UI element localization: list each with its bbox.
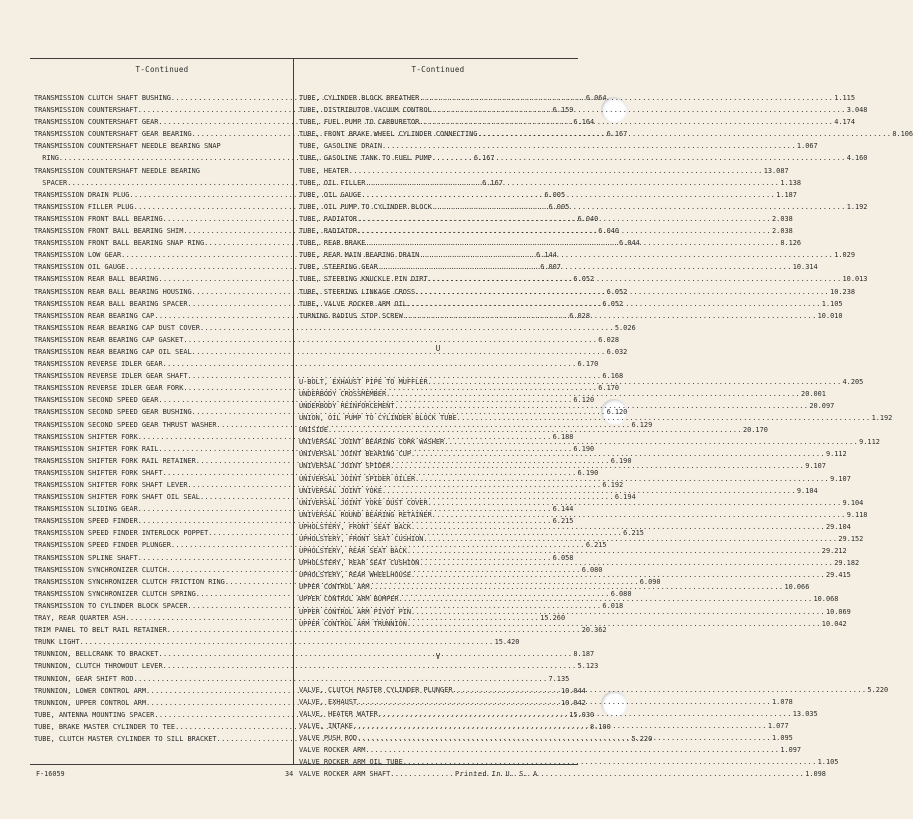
entry-name: TRANSMISSION SPEED FINDER PLUNGER	[34, 541, 171, 550]
entry-page-ref: 8.187	[573, 650, 595, 659]
leader-dots	[477, 128, 891, 140]
entry-name: UNIVERSAL JOINT YOKE DUST COVER	[299, 498, 428, 507]
entry-page-ref: 10.314	[792, 263, 818, 272]
leader-dots	[432, 152, 846, 164]
entry-page-ref: 6.167	[482, 178, 503, 187]
entry-page-ref: 15.420	[494, 638, 520, 647]
entry-name: TUBE, REAR BRAKE	[299, 239, 366, 248]
entry-page-ref: 1.098	[805, 770, 826, 779]
entry-name: TRANSMISSION OIL GAUGE	[34, 263, 126, 272]
entry-name: TRANSMISSION FRONT BALL BEARING SHIM	[34, 227, 184, 236]
entry-page-ref: 6.018	[602, 601, 624, 610]
entry-name: UPHOLSTERY, FRONT SEAT CUSHION	[299, 535, 424, 543]
entry-name: TRANSMISSION CLUTCH SHAFT BUSHING	[34, 94, 171, 102]
entry-name: TUBE, FRONT BRAKE WHEEL CYLINDER CONNECTING	[299, 130, 478, 139]
entry-page-ref: 6.192	[602, 481, 624, 489]
entry-name: TUBE, REAR MAIN BEARING DRAIN	[299, 251, 420, 260]
index-entry	[299, 165, 789, 177]
entry-page-ref: 1.187	[776, 190, 797, 199]
entry-page-ref: 6.040	[577, 214, 599, 223]
entry-page-ref: 6.215	[585, 541, 607, 550]
entry-page-ref: 6.170	[598, 384, 620, 393]
entry-name: UPPER CONTROL ARM TRUNNION	[299, 619, 407, 628]
entry-name: TUBE, CLUTCH MASTER CYLINDER TO SILL BRACKET	[34, 734, 217, 743]
entry-page-ref: 29.104	[825, 522, 851, 531]
leader-dots	[419, 116, 833, 128]
entry-page-ref: 6.052	[606, 287, 628, 296]
entry-page-ref: 6.007	[540, 263, 561, 272]
entry-page-ref: 6.090	[639, 577, 661, 586]
entry-name: TUBE, HEATER	[299, 166, 349, 175]
entry-name: TRANSMISSION SYNCHRONIZER CLUTCH	[34, 565, 167, 574]
entry-name: TRANSMISSION REAR BALL BEARING	[34, 275, 159, 284]
index-entry	[34, 406, 628, 418]
index-entry	[299, 140, 818, 152]
leader-dots	[411, 521, 825, 533]
entry-page-ref: 8.100	[589, 722, 611, 731]
entry-name: UNIVERSAL JOINT YOKE	[299, 486, 382, 495]
entry-page-ref: 1.029	[834, 251, 855, 260]
entry-name: TRIM PANEL TO BELT RAIL RETAINER	[34, 626, 167, 635]
entry-name: TRANSMISSION SECOND SPEED GEAR BUSHING	[34, 408, 192, 417]
leader-dots	[378, 708, 792, 720]
entry-name: UNDERBODY REINFORCEMENT	[299, 401, 395, 410]
leader-dots	[432, 201, 846, 213]
entry-name: TUBE, OIL PUMP TO CYLINDER BLOCK	[299, 202, 432, 211]
leader-dots	[399, 593, 813, 605]
entry-name: UNION, OIL PUMP TO CYLINDER BLOCK TUBE	[299, 414, 457, 423]
index-entry	[34, 624, 607, 636]
index-entry	[299, 509, 868, 521]
entry-name: UNISIDE	[299, 426, 329, 435]
leader-dots	[415, 473, 829, 485]
index-entry	[34, 358, 599, 370]
leader-dots	[328, 424, 742, 436]
column-heading: T-Continued	[135, 65, 189, 74]
entry-page-ref: 1.115	[834, 94, 855, 102]
entry-page-ref: 7.135	[548, 674, 570, 683]
leader-dots	[357, 732, 771, 744]
entry-name: VALVE, CLUTCH MASTER CYLINDER PLUNGER	[299, 685, 453, 694]
entry-page-ref: 1.078	[772, 697, 793, 706]
index-entry	[34, 648, 595, 660]
index-entry	[299, 201, 868, 213]
leader-dots	[353, 720, 767, 732]
entry-page-ref: 6.215	[552, 517, 574, 526]
entry-name: UPPER CONTROL ARM	[299, 583, 370, 592]
entry-name: TRANSMISSION TO CYLINDER BLOCK SPACER	[34, 601, 188, 610]
entry-page-ref: 13.087	[763, 166, 789, 175]
entry-page-ref: 6.080	[610, 589, 632, 598]
entry-page-ref: 6.159	[552, 106, 574, 115]
entry-page-ref: 6.120	[606, 408, 628, 417]
section-letter-u: U	[435, 343, 441, 353]
entry-name: UNDERBODY CROSSMEMBER	[299, 389, 387, 398]
entry-name: TRUNNION, GEAR SHIFT ROD	[34, 674, 134, 683]
entry-name: TRUNNION, BELLCRANK TO BRACKET	[34, 650, 159, 659]
index-entry	[299, 104, 868, 116]
entry-name: TUBE, RADIATOR	[299, 214, 358, 223]
entry-name: TUBE, ANTENNA MOUNTING SPACER	[34, 710, 155, 719]
entry-name: TRANSMISSION SHIFTER FORK	[34, 432, 138, 441]
leader-dots	[423, 533, 837, 545]
index-entry	[299, 189, 797, 201]
leader-dots	[419, 249, 833, 261]
entry-page-ref: 2.038	[772, 227, 793, 236]
entry-page-ref: 10.010	[817, 311, 843, 320]
entry-name: TRANSMISSION REAR BEARING CAP DUST COVER	[34, 323, 200, 332]
entry-page-ref: 6.144	[536, 251, 557, 260]
entry-name: TRANSMISSION SHIFTER FORK SHAFT LEVER	[34, 481, 188, 489]
index-entry	[34, 334, 620, 346]
entry-name: TRANSMISSION SECOND SPEED GEAR	[34, 396, 159, 405]
index-entry	[299, 696, 793, 708]
entry-page-ref: 6.120	[573, 396, 595, 405]
entry-name: TRANSMISSION FILLER PLUG	[34, 202, 134, 211]
leader-dots	[390, 460, 804, 472]
index-entry	[299, 152, 868, 164]
entry-page-ref: 20.001	[801, 389, 826, 398]
entry-page-ref: 6.190	[573, 444, 595, 453]
leader-dots	[411, 448, 825, 460]
leader-dots	[432, 104, 846, 116]
entry-name: TRANSMISSION SYNCHRONIZER CLUTCH FRICTION RING	[34, 577, 225, 586]
entry-name: TRANSMISSION SPLINE SHAFT	[34, 553, 138, 562]
entry-page-ref: 6.167	[606, 130, 628, 139]
leader-dots	[357, 225, 771, 237]
leader-dots	[357, 696, 771, 708]
entry-page-ref: 6.058	[552, 553, 574, 562]
entry-page-ref: 9.118	[846, 510, 868, 519]
leader-dots	[419, 557, 833, 569]
entry-name: UPHOLSTERY, REAR WHEELHOUSE	[299, 571, 412, 580]
leader-dots	[432, 509, 846, 521]
entry-name: TRANSMISSION SECOND SPEED GEAR THRUST WASHER	[34, 420, 217, 429]
entry-name: TRANSMISSION DRAIN PLUG	[34, 190, 130, 199]
entry-name: TRANSMISSION SPEED FINDER INTERLOCK POPPET	[34, 529, 209, 538]
entry-page-ref: 29.415	[825, 571, 851, 580]
leader-dots	[444, 436, 858, 448]
leader-dots	[428, 273, 842, 285]
leader-dots	[357, 213, 771, 225]
entry-name: VALVE ROCKER ARM SHAFT	[299, 770, 391, 779]
entry-page-ref: 1.105	[817, 758, 839, 767]
entry-page-ref: 1.105	[821, 299, 843, 308]
entry-name: TURNING RADIUS STOP SCREW	[299, 311, 403, 320]
entry-page-ref: 29.212	[821, 547, 847, 556]
entry-page-ref: 4.174	[834, 118, 855, 127]
entry-name: TUBE, OIL FILLER	[299, 178, 366, 187]
entry-page-ref: 6.005	[548, 202, 570, 211]
entry-name: TUBE, VALVE ROCKER ARM OIL	[299, 299, 407, 308]
leader-dots	[365, 237, 779, 249]
entry-page-ref: 9.107	[830, 474, 851, 483]
entry-page-ref: 6.052	[602, 299, 624, 308]
entry-name: TRANSMISSION SYNCHRONIZER CLUTCH SPRING	[34, 589, 196, 598]
index-entry	[34, 140, 290, 152]
entry-page-ref: 6.190	[577, 468, 599, 477]
entry-name: UPPER CONTROL ARM BUMPER	[299, 595, 399, 604]
entry-page-ref: 6.040	[598, 227, 620, 236]
leader-dots	[407, 298, 821, 310]
entry-name: UNIVERSAL JOINT BEARING CORK WASHER	[299, 438, 445, 447]
leader-dots	[394, 400, 808, 412]
entry-name: TRANSMISSION SLIDING GEAR	[34, 505, 138, 514]
leader-dots	[419, 92, 833, 104]
entry-page-ref: 1.192	[846, 202, 868, 211]
index-entry	[299, 557, 860, 569]
entry-page-ref: 6.064	[585, 94, 607, 102]
entry-page-ref: 5.026	[614, 323, 636, 332]
index-entry	[299, 249, 855, 261]
entry-name: TRANSMISSION COUNTERSHAFT GEAR BEARING	[34, 130, 192, 139]
entry-name: VALVE PUSH ROD	[299, 734, 358, 743]
entry-name: UNIVERSAL JOINT SPIDER	[299, 462, 391, 471]
index-entry	[299, 261, 818, 273]
entry-name: TUBE, RADIATOR	[299, 227, 358, 236]
entry-name: TUBE, FUEL PUMP TO CARBURETOR	[299, 118, 420, 127]
entry-page-ref: 20.362	[581, 626, 607, 635]
entry-name: TRANSMISSION SHIFTER FORK SHAFT OIL SEAL	[34, 493, 200, 502]
entry-name: TRANSMISSION REAR BEARING CAP	[34, 311, 155, 320]
entry-page-ref: 6.215	[623, 529, 644, 538]
entry-page-ref: 6.144	[552, 505, 574, 514]
entry-page-ref: 9.104	[842, 498, 864, 507]
leader-dots	[361, 189, 775, 201]
entry-page-ref: 6.167	[473, 154, 495, 163]
entry-name: TRANSMISSION REAR BEARING CAP GASKET	[34, 335, 184, 344]
entry-name: TUBE, BRAKE MASTER CYLINDER TO TEE	[34, 722, 176, 731]
entry-page-ref: 6.032	[606, 347, 628, 356]
entry-name: TUBE, DISTRIBUTOR VACUUM CONTROL	[299, 106, 432, 115]
leader-dots	[457, 412, 871, 424]
leader-dots	[378, 261, 792, 273]
entry-name: VALVE ROCKER ARM OIL TUBE	[299, 758, 403, 767]
entry-page-ref: 10.238	[830, 287, 855, 296]
entry-name: TRANSMISSION SHIFTER FORK RAIL	[34, 444, 159, 453]
entry-name: UNIVERSAL ROUND BEARING RETAINER	[299, 510, 432, 519]
entry-page-ref: 9.107	[805, 462, 826, 471]
entry-page-ref: 10.042	[821, 619, 847, 628]
leader-dots	[382, 140, 796, 152]
form-number: F-16059	[36, 770, 65, 778]
index-entry	[299, 684, 889, 696]
entry-page-ref: 5.220	[631, 734, 653, 743]
entry-name: UNIVERSAL JOINT SPIDER OILER	[299, 474, 416, 483]
entry-name: TUBE, GASOLINE TANK TO FUEL PUMP	[299, 154, 432, 163]
entry-name: TRANSMISSION FRONT BALL BEARING SNAP RING	[34, 239, 205, 248]
entry-name: VALVE ROCKER ARM	[299, 746, 366, 755]
entry-page-ref: 6.190	[610, 456, 632, 465]
entry-page-ref: 9.112	[825, 450, 847, 459]
entry-name: SPACER	[34, 178, 68, 187]
index-entry	[299, 436, 880, 448]
entry-name: TUBE, STEERING KNUCKLE PIN DIRT	[299, 275, 428, 284]
entry-page-ref: 6.129	[631, 420, 653, 429]
entry-name: TRANSMISSION SHIFTER FORK SHAFT	[34, 468, 163, 477]
entry-page-ref: 3.048	[846, 106, 868, 115]
entry-page-ref: 1.095	[772, 734, 793, 743]
entry-page-ref: 6.170	[577, 360, 599, 369]
entry-name: TRUNNION, CLUTCH THROWOUT LEVER	[34, 662, 163, 671]
entry-page-ref: 1.192	[871, 414, 893, 423]
entry-name: TRANSMISSION FRONT BALL BEARING	[34, 214, 163, 223]
leader-dots	[407, 618, 821, 630]
index-entry	[34, 346, 628, 358]
entry-page-ref: 6.080	[581, 565, 603, 574]
entry-name: UPHOLSTERY, REAR SEAT BACK	[299, 547, 407, 556]
leader-dots	[428, 497, 842, 509]
index-entry	[34, 636, 520, 648]
entry-page-ref: 10.068	[813, 595, 839, 604]
entry-page-ref: 1.067	[796, 142, 818, 151]
entry-name: TRANSMISSION SHIFTER FORK RAIL RETAINER	[34, 456, 196, 465]
entry-name: UNIVERSAL JOINT BEARING CUP	[299, 450, 412, 459]
entry-name: TUBE, GASOLINE DRAIN	[299, 142, 382, 151]
entry-page-ref: 20.097	[809, 401, 835, 410]
entry-name: TRANSMISSION COUNTERSHAFT GEAR	[34, 118, 159, 127]
entry-page-ref: 20.170	[742, 426, 768, 435]
entry-page-ref: 29.152	[838, 535, 864, 543]
entry-page-ref: 15.260	[540, 614, 566, 623]
entry-page-ref: 10.069	[825, 607, 851, 616]
entry-page-ref: 4.205	[842, 377, 864, 386]
entry-name: TRANSMISSION REAR BALL BEARING HOUSING	[34, 287, 192, 296]
entry-name: TUBE, OIL GAUGE	[299, 190, 362, 199]
entry-name: TUBE, CYLINDER BLOCK BREATHER	[299, 94, 420, 102]
entry-page-ref: 8.126	[780, 239, 802, 248]
entry-name: TRANSMISSION REVERSE IDLER GEAR	[34, 360, 163, 369]
entry-name: UPPER CONTROL ARM PIVOT PIN	[299, 607, 412, 616]
entry-name: TRANSMISSION REAR BEARING CAP OIL SEAL	[34, 347, 192, 356]
entry-page-ref: 9.104	[796, 486, 818, 495]
leader-dots	[407, 545, 821, 557]
index-entry	[299, 606, 851, 618]
printed-in: Printed In U. S. A	[455, 770, 538, 778]
entry-name: RING	[34, 154, 59, 163]
entry-page-ref: 8.106	[892, 130, 913, 139]
leader-dots	[390, 768, 804, 780]
index-entry	[34, 673, 570, 685]
entry-name: TRANSMISSION COUNTERSHAFT	[34, 106, 138, 115]
entry-name: UPHOLSTERY, REAR SEAT CUSHION	[299, 559, 420, 568]
entry-page-ref: 6.028	[598, 335, 620, 344]
entry-page-ref: 13.035	[792, 709, 818, 718]
entry-page-ref: 10.066	[784, 583, 810, 592]
leader-dots	[411, 606, 825, 618]
entry-page-ref: 1.097	[780, 746, 802, 755]
index-entry	[299, 177, 802, 189]
entry-page-ref: 10.044	[560, 686, 586, 695]
entry-page-ref: 29.182	[834, 559, 860, 568]
leader-dots	[349, 165, 763, 177]
entry-page-ref: 5.123	[577, 662, 599, 671]
entry-page-ref: 1.138	[780, 178, 802, 187]
index-entry	[299, 521, 851, 533]
index-entry	[34, 165, 290, 177]
index-entry	[299, 618, 847, 630]
entry-page-ref: 2.038	[772, 214, 793, 223]
entry-name: TRANSMISSION LOW GEAR	[34, 251, 122, 260]
index-entry	[299, 744, 802, 756]
leader-dots	[365, 744, 779, 756]
entry-name: VALVE, HEATER WATER	[299, 709, 378, 718]
entry-name: TRANSMISSION REAR BALL BEARING SPACER	[34, 299, 188, 308]
entry-name: TRANSMISSION REVERSE IDLER GEAR SHAFT	[34, 372, 188, 381]
entry-page-ref: 1.077	[767, 722, 789, 731]
entry-page-ref: 9.112	[859, 438, 880, 447]
entry-name: TRANSMISSION COUNTERSHAFT NEEDLE BEARING	[34, 166, 200, 175]
entry-page-ref: 10.013	[842, 275, 868, 284]
entry-name: UPHOLSTERY, FRONT SEAT BACK	[299, 522, 412, 531]
top-rule	[30, 58, 578, 59]
entry-page-ref: 6.168	[602, 372, 624, 381]
leader-dots	[415, 286, 829, 298]
entry-page-ref: 6.028	[569, 311, 590, 320]
leader-dots	[386, 388, 800, 400]
page-number: 34	[285, 770, 294, 778]
leader-dots	[403, 756, 817, 768]
index-entry	[34, 660, 599, 672]
entry-name: TUBE, STEERING GEAR	[299, 263, 378, 272]
entry-name: TRUNNION, UPPER CONTROL ARM	[34, 698, 147, 707]
entry-name: TRANSMISSION REVERSE IDLER GEAR FORK	[34, 384, 184, 393]
leader-dots	[370, 581, 784, 593]
leader-dots	[411, 569, 825, 581]
entry-page-ref: 4.160	[846, 154, 868, 163]
leader-dots	[382, 485, 796, 497]
index-entry	[299, 756, 839, 768]
leader-dots	[428, 376, 842, 388]
leader-dots	[365, 177, 779, 189]
entry-name: VALVE, INTAKE	[299, 722, 353, 731]
entry-name: TRAY, REAR QUARTER ASH	[34, 614, 126, 623]
entry-page-ref: 6.194	[614, 493, 636, 502]
entry-name: U-BOLT, EXHAUST PIPE TO MUFFLER	[299, 377, 428, 386]
entry-page-ref: 6.188	[552, 432, 574, 441]
section-letter-v: V	[435, 651, 441, 661]
index-entry	[34, 322, 636, 334]
entry-page-ref: 6.052	[573, 275, 595, 284]
entry-name: TRUNNION, LOWER CONTROL ARM	[34, 686, 147, 695]
entry-page-ref: 6.044	[619, 239, 640, 248]
entry-name: VALVE, EXHAUST	[299, 697, 358, 706]
leader-dots	[403, 310, 817, 322]
column-heading: T-Continued	[411, 65, 465, 74]
entry-page-ref: 6.164	[573, 118, 595, 127]
entry-page-ref: 5.220	[867, 685, 889, 694]
entry-name: TRUNK LIGHT	[34, 638, 80, 647]
entry-page-ref: 6.005	[544, 190, 566, 199]
entry-name: TUBE, STEERING LINKAGE CROSS	[299, 287, 416, 296]
entry-page-ref: 10.042	[560, 698, 586, 707]
leader-dots	[453, 684, 867, 696]
entry-page-ref: 15.030	[569, 710, 595, 719]
entry-name: TRANSMISSION COUNTERSHAFT NEEDLE BEARING SNAP	[34, 142, 221, 151]
entry-name: TRANSMISSION SPEED FINDER	[34, 517, 138, 526]
